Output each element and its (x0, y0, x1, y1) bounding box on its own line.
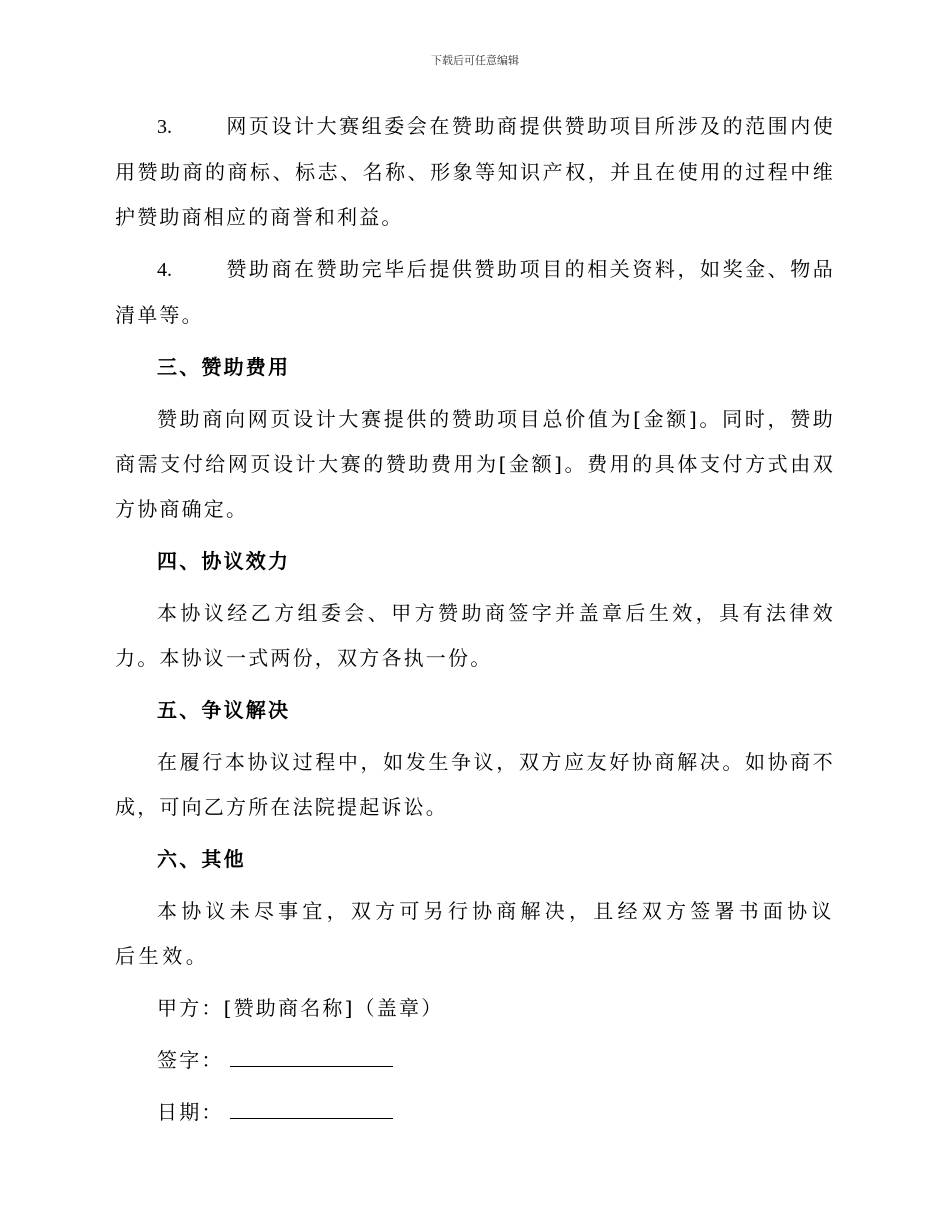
date-blank (230, 1096, 393, 1119)
clause-item-4 (115, 247, 835, 338)
page-header: 下载后可任意编辑 (431, 54, 519, 67)
date-line (115, 1090, 835, 1135)
section-body-fees: 赞助商向网页设计大赛提供的赞助项目总价值为[金额]。同时，赞助商需支付给网页设计大赛的赞助费用为[金额]。费用的具体支付方式由双方协商确定。 (115, 407, 835, 521)
section-body-dispute: 在履行本协议过程中，如发生争议，双方应友好协商解决。如协商不成，可向乙方所在法院提起诉讼。 (115, 750, 835, 819)
clause-number: 3. (157, 116, 172, 138)
date-label: 日期： (157, 1100, 224, 1124)
clause-text: 赞助商在赞助完毕后提供赞助项目的相关资料，如奖金、物品清单等。 (115, 257, 835, 327)
section-heading-validity: 四、协议效力 (157, 549, 291, 573)
signature-blank (230, 1044, 393, 1067)
clause-text: 网页设计大赛组委会在赞助商提供赞助项目所涉及的范围内使用赞助商的商标、标志、名称、形象等知识产权，并且在使用的过程中维护赞助商相应的商誉和利益。 (115, 114, 835, 229)
section-heading-dispute: 五、争议解决 (157, 698, 291, 722)
signature-label: 签字： (157, 1048, 224, 1072)
signature-line (115, 1038, 835, 1083)
clause-number: 4. (157, 259, 172, 281)
section-body-other: 本协议未尽事宜，双方可另行协商解决，且经双方签署书面协议后生效。 (115, 899, 835, 968)
section-body-validity: 本协议经乙方组委会、甲方赞助商签字并盖章后生效，具有法律效力。本协议一式两份，双方各执一份。 (115, 601, 835, 670)
section-heading-other: 六、其他 (157, 847, 246, 871)
party-a-line: 甲方：[赞助商名称]（盖章） (157, 996, 444, 1020)
clause-item-3 (115, 104, 835, 240)
document-body (115, 104, 835, 1135)
section-heading-fees: 三、赞助费用 (157, 355, 291, 379)
